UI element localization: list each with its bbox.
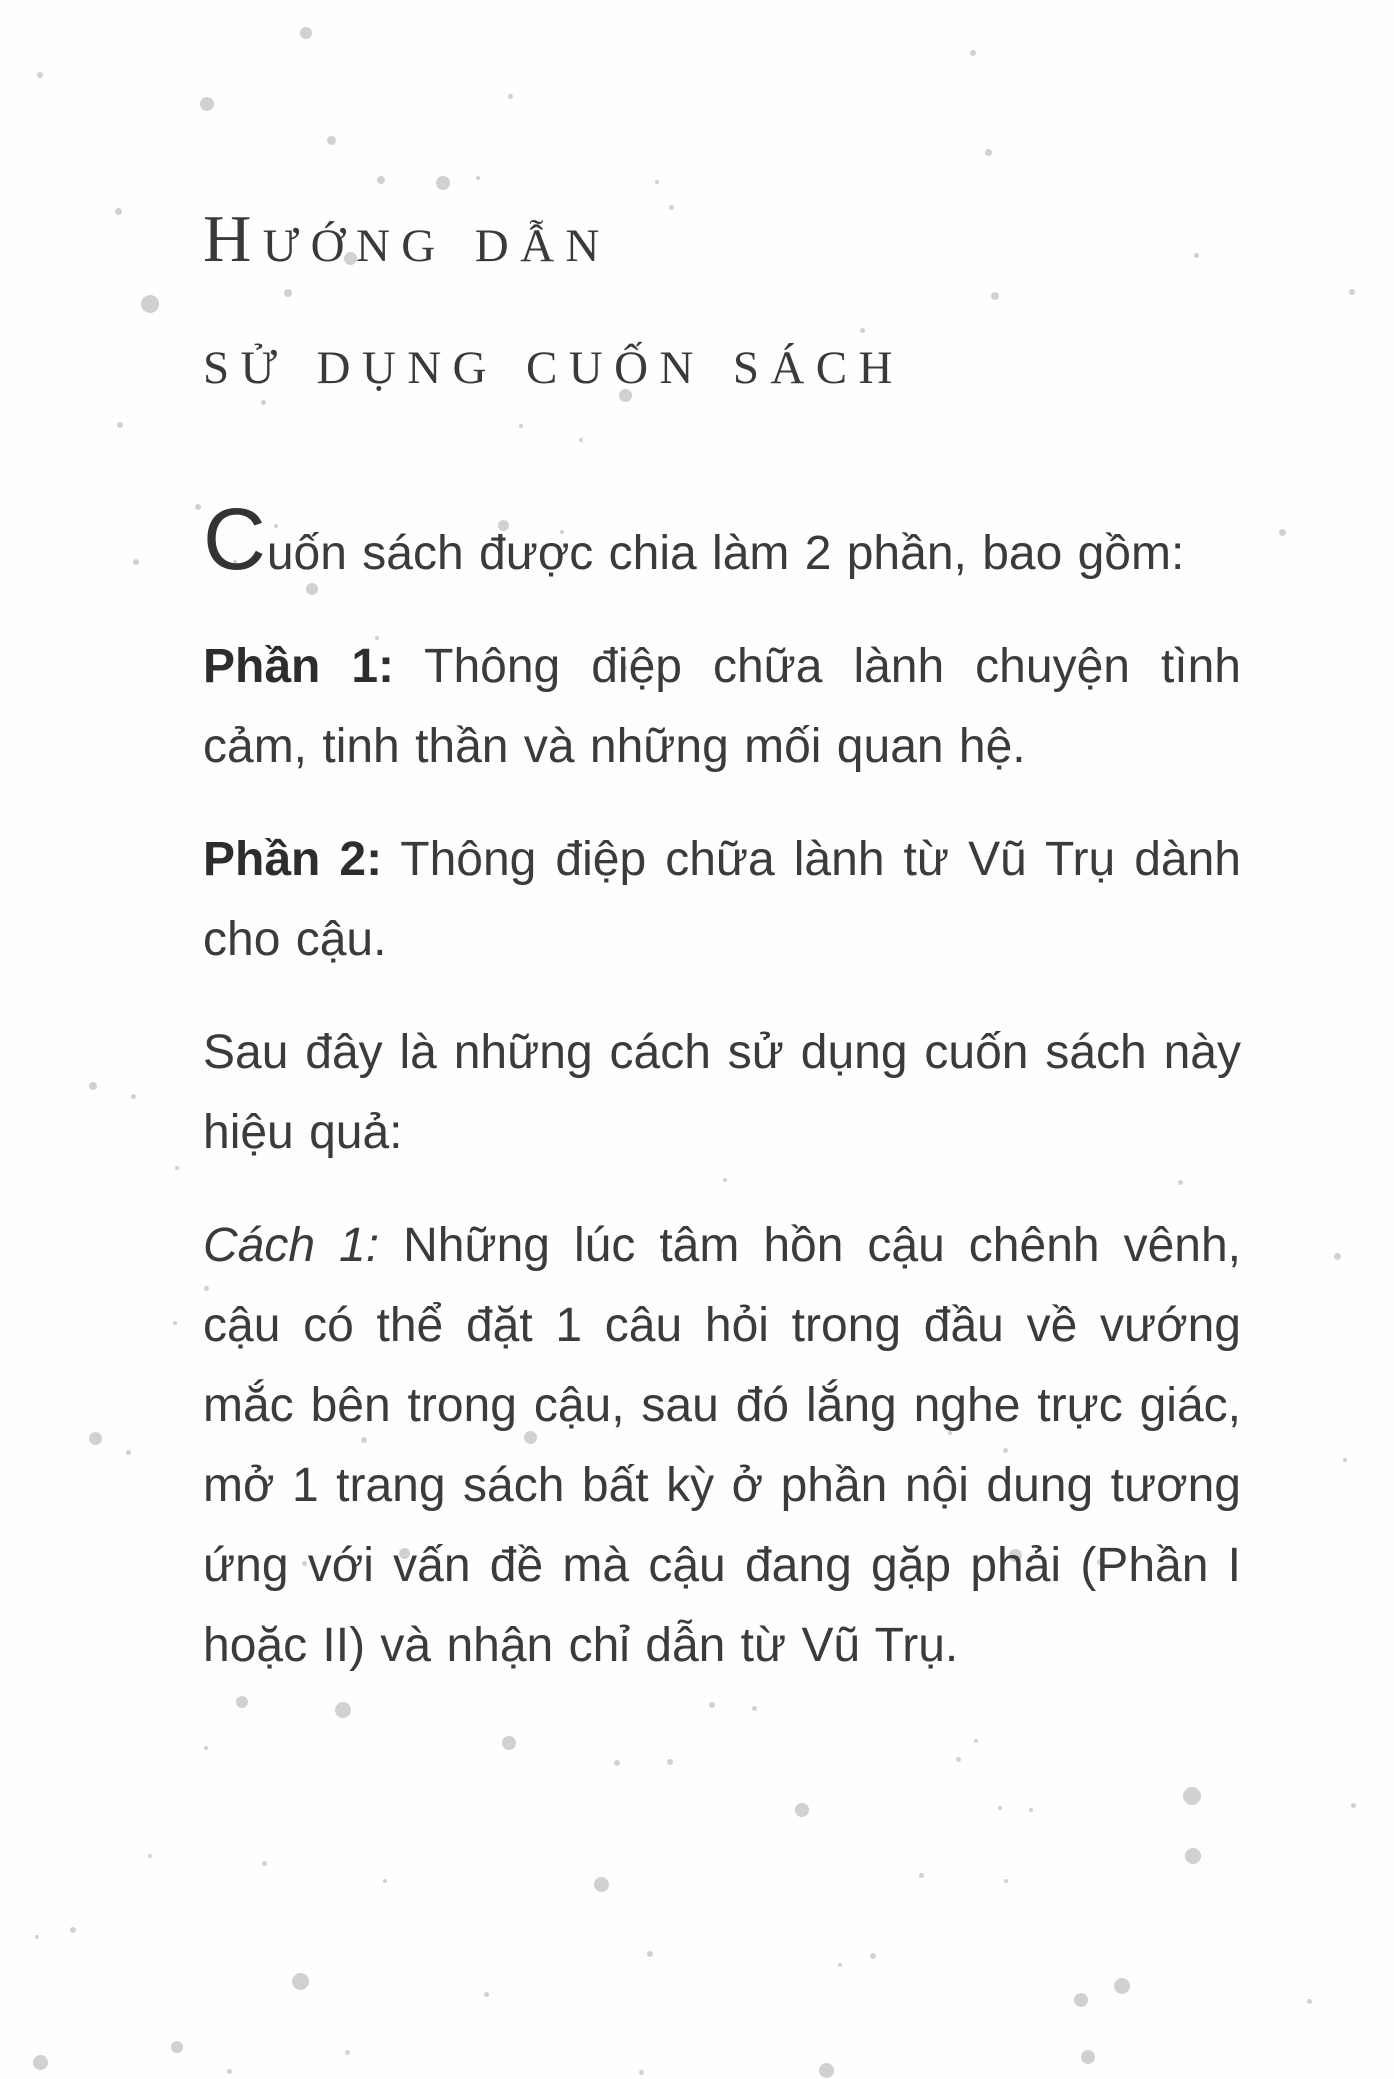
- decorative-dot: [327, 136, 336, 145]
- decorative-dot: [956, 1757, 961, 1762]
- decorative-dot: [1081, 2050, 1095, 2064]
- decorative-dot: [1279, 529, 1286, 536]
- decorative-dot: [133, 559, 139, 565]
- decorative-dot: [171, 2041, 183, 2053]
- decorative-dot: [870, 1953, 876, 1959]
- decorative-dot: [131, 1094, 136, 1099]
- decorative-dot: [838, 1963, 842, 1967]
- decorative-dot: [998, 1806, 1002, 1810]
- decorative-dot: [1004, 1879, 1008, 1883]
- paragraph-part2: [203, 820, 1241, 980]
- decorative-dot: [970, 50, 976, 56]
- decorative-dot: [33, 2055, 48, 2070]
- decorative-dot: [795, 1803, 809, 1817]
- decorative-dot: [126, 1450, 131, 1455]
- decorative-dot: [1349, 289, 1355, 295]
- decorative-dot: [35, 1935, 39, 1939]
- title-line-1: Hướng dẫn: [203, 202, 611, 276]
- decorative-dot: [1334, 1253, 1341, 1260]
- decorative-dot: [1307, 1999, 1312, 2004]
- decorative-dot: [502, 1736, 516, 1750]
- decorative-dot: [292, 1973, 309, 1990]
- decorative-dot: [819, 2063, 834, 2078]
- decorative-dot: [985, 149, 992, 156]
- decorative-dot: [115, 208, 122, 215]
- decorative-dot: [1183, 1787, 1201, 1805]
- decorative-dot: [89, 1082, 97, 1090]
- decorative-dot: [919, 1873, 924, 1878]
- decorative-dot: [200, 97, 214, 111]
- part2-label: Phần 2:: [203, 833, 383, 886]
- decorative-dot: [1343, 1458, 1347, 1462]
- page-title: [203, 178, 1241, 422]
- decorative-dot: [1074, 1993, 1088, 2007]
- decorative-dot: [484, 1992, 489, 1997]
- decorative-dot: [173, 1321, 177, 1325]
- method1-text: Những lúc tâm hồn cậu chênh vênh, cậu có thể đặt 1 câu hỏi trong đầu về vướng mắc bên trong cậu, sau đó lắng nghe trực giác, mở 1 trang sách bất kỳ ở phần nội dung tương ứng với vấn đề mà cậu đang gặp phải (Phần I hoặc II) và nhận chỉ dẫn từ Vũ Trụ.: [203, 1219, 1242, 1672]
- paragraph-method1: [203, 1206, 1241, 1686]
- decorative-dot: [1029, 1808, 1033, 1812]
- usage-text: Sau đây là những cách sử dụng cuốn sách này hiệu quả:: [203, 1026, 1241, 1159]
- decorative-dot: [1114, 1978, 1130, 1994]
- part2-text: Thông điệp chữa lành từ Vũ Trụ dành cho cậu.: [203, 833, 1242, 966]
- decorative-dot: [614, 1760, 620, 1766]
- paragraph-part1: [203, 627, 1241, 787]
- decorative-dot: [262, 1861, 267, 1866]
- paragraph-usage: [203, 1013, 1241, 1173]
- paragraph-intro: [203, 491, 1241, 594]
- decorative-dot: [383, 1879, 387, 1883]
- decorative-dot: [639, 2070, 644, 2075]
- decorative-dot: [974, 1739, 978, 1743]
- decorative-dot: [1351, 1803, 1356, 1808]
- drop-cap: C: [203, 491, 267, 588]
- page-content: [203, 178, 1241, 1719]
- part1-text: Thông điệp chữa lành chuyện tình cảm, tinh thần và những mối quan hệ.: [203, 640, 1242, 773]
- title-line-2: sử dụng cuốn sách: [203, 324, 904, 398]
- decorative-dot: [195, 504, 201, 510]
- decorative-dot: [204, 1746, 208, 1750]
- method1-label: Cách 1:: [203, 1219, 380, 1272]
- decorative-dot: [70, 1927, 76, 1933]
- decorative-dot: [667, 1759, 673, 1765]
- decorative-dot: [300, 27, 312, 39]
- decorative-dot: [148, 1854, 152, 1858]
- decorative-dot: [141, 295, 159, 313]
- decorative-dot: [508, 94, 513, 99]
- decorative-dot: [345, 2050, 350, 2055]
- decorative-dot: [89, 1432, 102, 1445]
- part1-label: Phần 1:: [203, 640, 395, 693]
- decorative-dot: [594, 1877, 609, 1892]
- decorative-dot: [227, 2069, 232, 2074]
- intro-text: uốn sách được chia làm 2 phần, bao gồm:: [266, 527, 1185, 580]
- decorative-dot: [117, 422, 123, 428]
- decorative-dot: [175, 1166, 179, 1170]
- decorative-dot: [647, 1951, 653, 1957]
- decorative-dot: [37, 72, 43, 78]
- decorative-dot: [1185, 1848, 1201, 1864]
